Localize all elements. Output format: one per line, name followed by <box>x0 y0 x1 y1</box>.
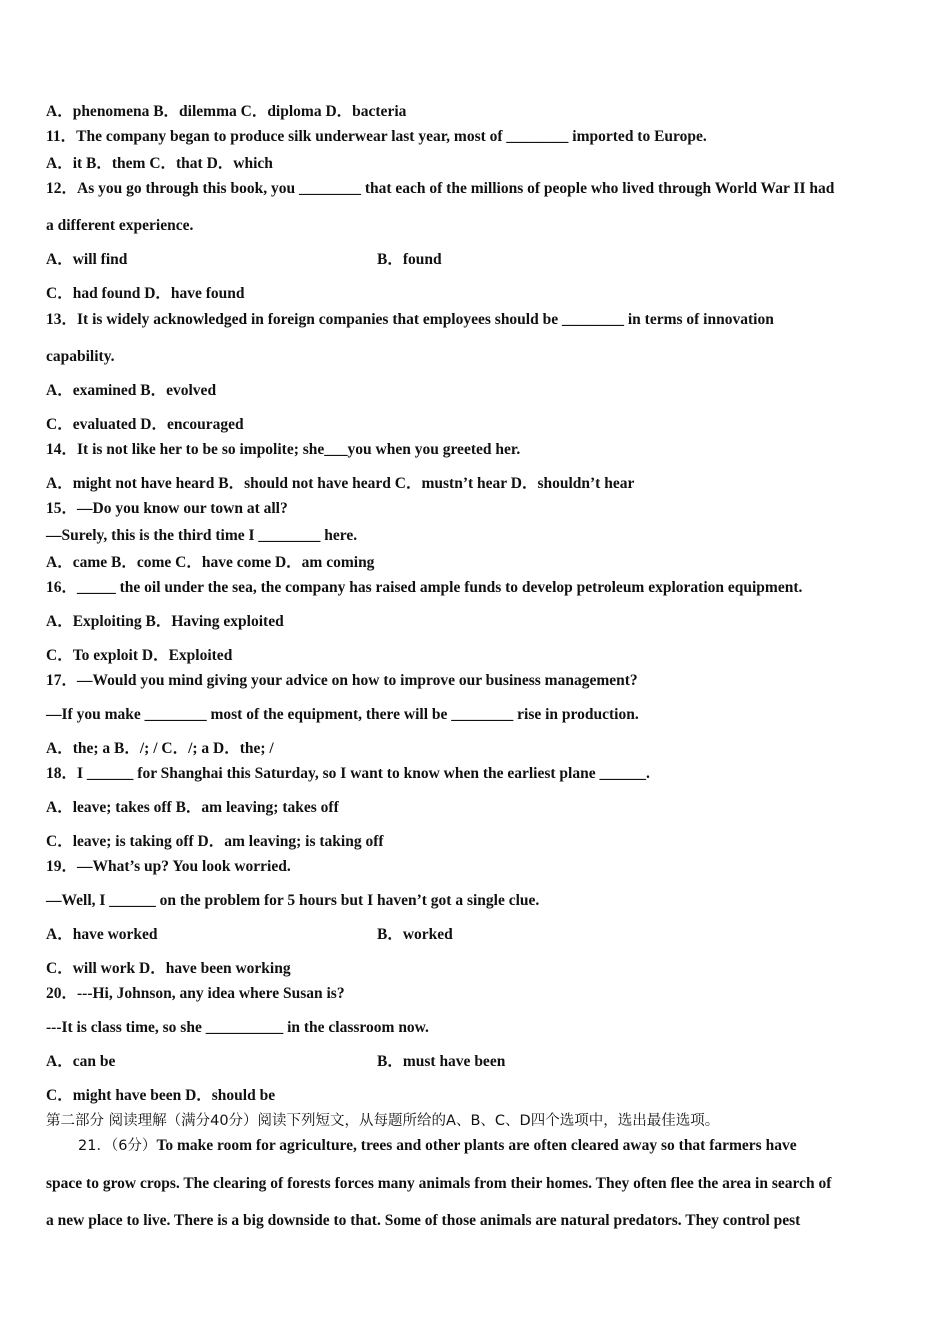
q14-options: A．might not have heard B．should not have heard C．mustn’t hear D．shouldn’t hear <box>46 475 635 492</box>
q21-passage-line-2: space to grow crops. The clearing of forests forces many animals from their homes. They often flee the area in search of <box>46 1175 832 1192</box>
q18-options-ab: A．leave; takes off B．am leaving; takes off <box>46 799 339 816</box>
q20-option-b: B．must have been <box>377 1053 506 1070</box>
q13-stem-cont: capability. <box>46 348 115 365</box>
q13-options-cd: C．evaluated D．encouraged <box>46 416 244 433</box>
q21-number: 21．（6分） <box>78 1138 157 1154</box>
q15-reply: —Surely, this is the third time I ________ here. <box>46 527 358 544</box>
q15-stem: 15．—Do you know our town at all? <box>46 500 288 517</box>
q18-options-cd: C．leave; is taking off D．am leaving; is taking off <box>46 833 384 850</box>
q20-stem: 20．---Hi, Johnson, any idea where Susan is? <box>46 985 345 1002</box>
q21-passage-line-3: a new place to live. There is a big downside to that. Some of those animals are natural predators. They control pest <box>46 1212 801 1229</box>
q21-passage-text: To make room for agriculture, trees and other plants are often cleared away so that farmers have <box>156 1137 797 1154</box>
q19-reply: —Well, I ______ on the problem for 5 hours but I haven’t got a single clue. <box>46 892 540 909</box>
q21-passage-line-1 <box>78 1137 797 1155</box>
section-heading: 第二部分 阅读理解（满分40分）阅读下列短文，从每题所给的A、B、C、D四个选项中，选出最佳选项。 <box>46 1113 720 1129</box>
q17-reply: —If you make ________ most of the equipment, there will be ________ rise in production. <box>46 706 639 723</box>
q20-reply: ---It is class time, so she __________ in the classroom now. <box>46 1019 429 1036</box>
q19-option-b: B．worked <box>377 926 453 943</box>
q10-options: A．phenomena B．dilemma C．diploma D．bacteria <box>46 103 407 120</box>
q12-stem-cont: a different experience. <box>46 217 194 234</box>
q11-options: A．it B．them C．that D．which <box>46 155 273 172</box>
q12-stem: 12．As you go through this book, you ________ that each of the millions of people who lived through World War II had <box>46 180 835 197</box>
q16-options-ab: A．Exploiting B．Having exploited <box>46 613 284 630</box>
q11-stem: 11．The company began to produce silk underwear last year, most of ________ imported to Europe. <box>46 128 707 145</box>
q19-option-a: A．have worked <box>46 926 158 943</box>
q20-options-cd: C．might have been D．should be <box>46 1087 276 1104</box>
q12-option-a: A．will find <box>46 251 128 268</box>
q17-stem: 17．—Would you mind giving your advice on how to improve our business management? <box>46 672 638 689</box>
q12-option-b: B．found <box>377 251 442 268</box>
q12-options-cd: C．had found D．have found <box>46 285 245 302</box>
q16-stem: 16．_____ the oil under the sea, the company has raised ample funds to develop petroleum exploration equipment. <box>46 579 803 596</box>
q18-stem: 18．I ______ for Shanghai this Saturday, so I want to know when the earliest plane ______. <box>46 765 650 782</box>
q16-options-cd: C．To exploit D．Exploited <box>46 647 233 664</box>
q13-options-ab: A．examined B．evolved <box>46 382 217 399</box>
q14-stem: 14．It is not like her to be so impolite; she___you when you greeted her. <box>46 441 521 458</box>
q20-option-a: A．can be <box>46 1053 116 1070</box>
q17-options: A．the; a B．/; / C．/; a D．the; / <box>46 740 274 757</box>
q19-stem: 19．—What’s up? You look worried. <box>46 858 291 875</box>
q19-options-cd: C．will work D．have been working <box>46 960 291 977</box>
q13-stem: 13．It is widely acknowledged in foreign companies that employees should be ________ in terms of innovation <box>46 311 774 328</box>
q15-options: A．came B．come C．have come D．am coming <box>46 554 375 571</box>
